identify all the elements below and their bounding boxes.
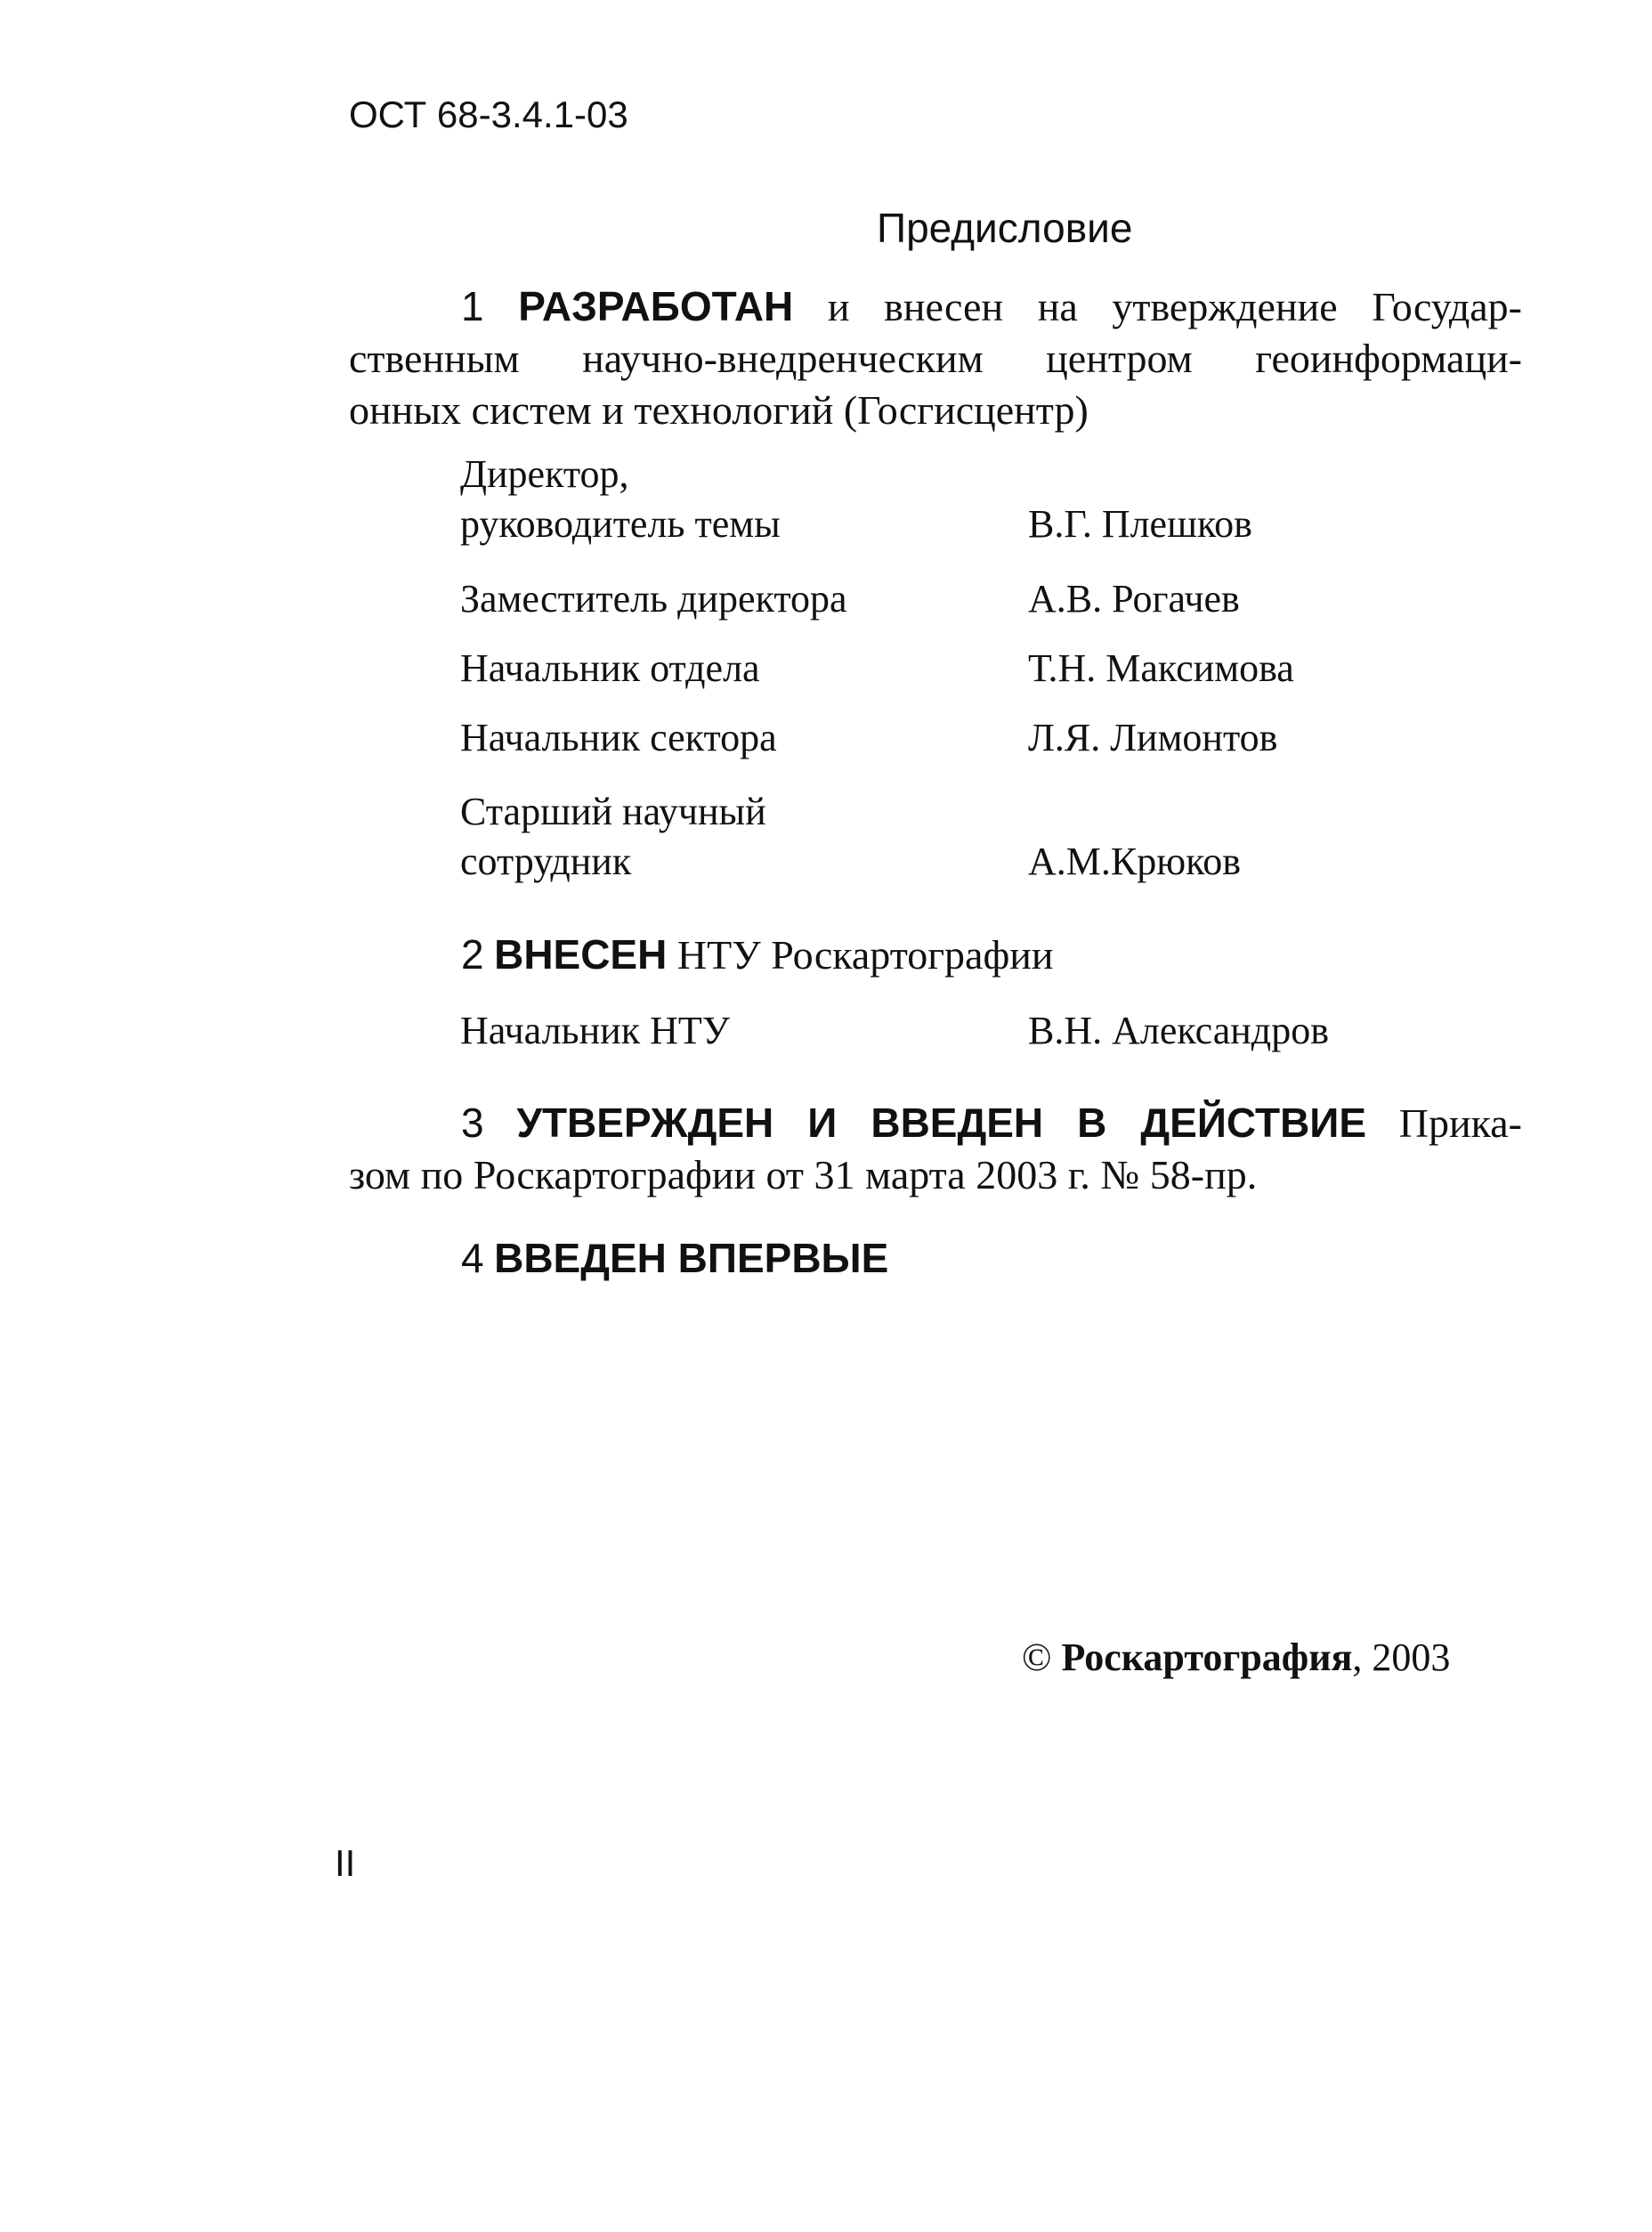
person-name: Л.Я. Лимонтов: [1028, 716, 1278, 759]
person-role-line-1: Старший научный: [460, 790, 766, 833]
section-3-number: 3: [461, 1100, 484, 1146]
section-3-keyword: УТВЕРЖДЕН И ВВЕДЕН В ДЕЙСТВИЕ: [516, 1100, 1367, 1146]
person-role: Заместитель директора: [460, 577, 847, 621]
person-role: [460, 787, 959, 887]
person-role: Начальник сектора: [460, 716, 777, 759]
section-2-number: 2: [461, 931, 484, 978]
section-1-paragraph: [349, 280, 1522, 436]
section-3-line-1: [349, 1097, 1522, 1149]
section-2-keyword: ВНЕСЕН: [494, 931, 668, 978]
page-title: Предисловие: [877, 205, 1133, 251]
person-name: А.В. Рогачев: [1028, 577, 1240, 621]
section-3-paragraph: [349, 1097, 1522, 1201]
person-role: Начальник НТУ: [460, 1009, 730, 1052]
person-role-line-2: руководитель темы: [460, 502, 781, 546]
copyright-holder: Роскартография: [1061, 1635, 1353, 1679]
section-1-number: 1: [461, 283, 484, 329]
person-name: А.М.Крюков: [1028, 840, 1242, 883]
person-role: [460, 450, 959, 549]
section-1-line-2: ственным научно-внедренческим центром геоинформаци-: [349, 336, 1522, 381]
section-1-keyword: РАЗРАБОТАН: [518, 283, 794, 329]
section-1-line-3: онных систем и технологий (Госгисцентр): [349, 387, 1089, 433]
section-4-keyword: ВВЕДЕН ВПЕРВЫЕ: [494, 1235, 889, 1281]
copyright-line: [1022, 1633, 1450, 1683]
person-role-line-1: Директор,: [460, 452, 629, 496]
person-role: Начальник отдела: [460, 646, 760, 690]
document-code: ОСТ 68-3.4.1-03: [349, 93, 628, 135]
section-2-paragraph: [349, 929, 1522, 981]
copyright-symbol: ©: [1022, 1635, 1052, 1679]
person-name: Т.Н. Максимова: [1028, 646, 1294, 690]
person-name: В.Г. Плешков: [1028, 502, 1252, 546]
section-3-line-2: зом по Роскартографии от 31 марта 2003 г. № 58-пр.: [349, 1152, 1258, 1197]
section-1-line-1: [349, 280, 1522, 333]
copyright-year: , 2003: [1352, 1635, 1451, 1679]
section-4-paragraph: [349, 1232, 1522, 1285]
section-2-text: НТУ Роскартографии: [676, 932, 1054, 978]
person-role-line-2: сотрудник: [460, 840, 632, 883]
section-3-text-1: Прика-: [1398, 1100, 1522, 1146]
section-2-line-1: [349, 929, 1522, 981]
section-4-number: 4: [461, 1235, 484, 1281]
section-4-line-1: [349, 1232, 1522, 1285]
section-1-text-1: и внесен на утверждение Государ-: [827, 284, 1522, 329]
person-name: В.Н. Александров: [1028, 1009, 1329, 1052]
page-number: II: [335, 1842, 356, 1884]
